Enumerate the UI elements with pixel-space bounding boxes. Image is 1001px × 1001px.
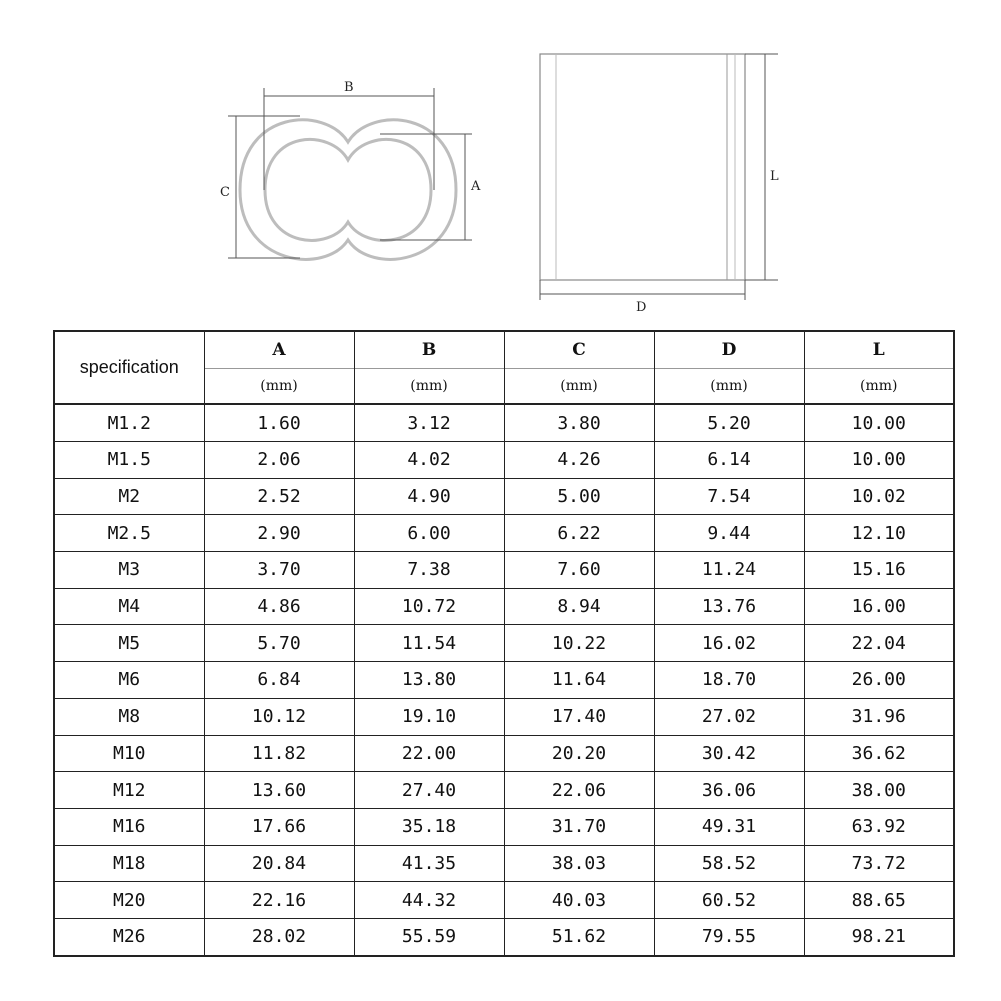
value-cell: 73.72 bbox=[804, 845, 954, 882]
value-cell: 36.62 bbox=[804, 735, 954, 772]
spec-cell: M2 bbox=[54, 478, 204, 515]
value-cell: 60.52 bbox=[654, 882, 804, 919]
column-unit-l: (mm) bbox=[804, 369, 954, 405]
value-cell: 58.52 bbox=[654, 845, 804, 882]
value-cell: 8.94 bbox=[504, 588, 654, 625]
value-cell: 35.18 bbox=[354, 808, 504, 845]
value-cell: 22.00 bbox=[354, 735, 504, 772]
value-cell: 40.03 bbox=[504, 882, 654, 919]
specification-header: specification bbox=[54, 331, 204, 404]
value-cell: 18.70 bbox=[654, 662, 804, 699]
spec-cell: M26 bbox=[54, 918, 204, 956]
value-cell: 38.00 bbox=[804, 772, 954, 809]
dim-label-b: B bbox=[344, 80, 354, 95]
value-cell: 9.44 bbox=[654, 515, 804, 552]
value-cell: 22.04 bbox=[804, 625, 954, 662]
dim-label-a: A bbox=[471, 179, 481, 194]
value-cell: 16.00 bbox=[804, 588, 954, 625]
value-cell: 44.32 bbox=[354, 882, 504, 919]
table-row bbox=[54, 625, 954, 662]
value-cell: 88.65 bbox=[804, 882, 954, 919]
value-cell: 13.80 bbox=[354, 662, 504, 699]
value-cell: 22.16 bbox=[204, 882, 354, 919]
table-row bbox=[54, 404, 954, 442]
dimension-diagrams bbox=[0, 0, 1001, 330]
spec-cell: M5 bbox=[54, 625, 204, 662]
value-cell: 2.52 bbox=[204, 478, 354, 515]
spec-cell: M16 bbox=[54, 808, 204, 845]
side-view-diagram bbox=[540, 54, 779, 315]
table-row bbox=[54, 552, 954, 589]
value-cell: 22.06 bbox=[504, 772, 654, 809]
table-header-row bbox=[54, 331, 954, 369]
column-header-c: C bbox=[504, 331, 654, 369]
sleeve-inner-outline bbox=[265, 139, 431, 240]
table-row bbox=[54, 515, 954, 552]
value-cell: 20.20 bbox=[504, 735, 654, 772]
spec-cell: M1.5 bbox=[54, 442, 204, 479]
front-view-diagram bbox=[220, 80, 481, 259]
value-cell: 36.06 bbox=[654, 772, 804, 809]
value-cell: 55.59 bbox=[354, 918, 504, 956]
column-header-l: L bbox=[804, 331, 954, 369]
spec-cell: M18 bbox=[54, 845, 204, 882]
table-row bbox=[54, 845, 954, 882]
value-cell: 17.66 bbox=[204, 808, 354, 845]
value-cell: 13.60 bbox=[204, 772, 354, 809]
value-cell: 63.92 bbox=[804, 808, 954, 845]
value-cell: 26.00 bbox=[804, 662, 954, 699]
table-row bbox=[54, 808, 954, 845]
column-unit-a: (mm) bbox=[204, 369, 354, 405]
value-cell: 3.12 bbox=[354, 404, 504, 442]
spec-cell: M2.5 bbox=[54, 515, 204, 552]
value-cell: 6.14 bbox=[654, 442, 804, 479]
value-cell: 11.82 bbox=[204, 735, 354, 772]
table-row bbox=[54, 698, 954, 735]
value-cell: 11.24 bbox=[654, 552, 804, 589]
value-cell: 6.22 bbox=[504, 515, 654, 552]
value-cell: 19.10 bbox=[354, 698, 504, 735]
spec-cell: M3 bbox=[54, 552, 204, 589]
column-unit-c: (mm) bbox=[504, 369, 654, 405]
value-cell: 10.00 bbox=[804, 404, 954, 442]
value-cell: 7.38 bbox=[354, 552, 504, 589]
value-cell: 20.84 bbox=[204, 845, 354, 882]
spec-cell: M10 bbox=[54, 735, 204, 772]
value-cell: 38.03 bbox=[504, 845, 654, 882]
table-row bbox=[54, 478, 954, 515]
value-cell: 7.54 bbox=[654, 478, 804, 515]
spec-cell: M8 bbox=[54, 698, 204, 735]
value-cell: 2.90 bbox=[204, 515, 354, 552]
column-unit-b: (mm) bbox=[354, 369, 504, 405]
value-cell: 27.02 bbox=[654, 698, 804, 735]
value-cell: 10.12 bbox=[204, 698, 354, 735]
spec-cell: M20 bbox=[54, 882, 204, 919]
value-cell: 11.64 bbox=[504, 662, 654, 699]
value-cell: 12.10 bbox=[804, 515, 954, 552]
value-cell: 5.70 bbox=[204, 625, 354, 662]
value-cell: 5.00 bbox=[504, 478, 654, 515]
table-body bbox=[54, 404, 954, 956]
value-cell: 17.40 bbox=[504, 698, 654, 735]
value-cell: 2.06 bbox=[204, 442, 354, 479]
value-cell: 10.22 bbox=[504, 625, 654, 662]
value-cell: 98.21 bbox=[804, 918, 954, 956]
dim-label-d: D bbox=[636, 300, 647, 315]
value-cell: 31.96 bbox=[804, 698, 954, 735]
value-cell: 4.90 bbox=[354, 478, 504, 515]
dim-label-c: C bbox=[220, 185, 230, 200]
value-cell: 51.62 bbox=[504, 918, 654, 956]
spec-cell: M6 bbox=[54, 662, 204, 699]
value-cell: 16.02 bbox=[654, 625, 804, 662]
value-cell: 13.76 bbox=[654, 588, 804, 625]
table-row bbox=[54, 735, 954, 772]
value-cell: 30.42 bbox=[654, 735, 804, 772]
value-cell: 41.35 bbox=[354, 845, 504, 882]
value-cell: 10.72 bbox=[354, 588, 504, 625]
specification-table bbox=[53, 330, 955, 957]
column-unit-d: (mm) bbox=[654, 369, 804, 405]
table-row bbox=[54, 662, 954, 699]
spec-cell: M4 bbox=[54, 588, 204, 625]
column-header-d: D bbox=[654, 331, 804, 369]
value-cell: 31.70 bbox=[504, 808, 654, 845]
dim-label-l: L bbox=[770, 169, 779, 184]
value-cell: 3.70 bbox=[204, 552, 354, 589]
value-cell: 4.86 bbox=[204, 588, 354, 625]
sleeve-outer-outline bbox=[240, 120, 456, 260]
value-cell: 11.54 bbox=[354, 625, 504, 662]
value-cell: 6.00 bbox=[354, 515, 504, 552]
value-cell: 10.00 bbox=[804, 442, 954, 479]
value-cell: 5.20 bbox=[654, 404, 804, 442]
table-row bbox=[54, 588, 954, 625]
value-cell: 3.80 bbox=[504, 404, 654, 442]
value-cell: 4.26 bbox=[504, 442, 654, 479]
value-cell: 27.40 bbox=[354, 772, 504, 809]
column-header-b: B bbox=[354, 331, 504, 369]
value-cell: 6.84 bbox=[204, 662, 354, 699]
value-cell: 15.16 bbox=[804, 552, 954, 589]
table-row bbox=[54, 882, 954, 919]
spec-cell: M12 bbox=[54, 772, 204, 809]
value-cell: 1.60 bbox=[204, 404, 354, 442]
value-cell: 49.31 bbox=[654, 808, 804, 845]
value-cell: 10.02 bbox=[804, 478, 954, 515]
table-row bbox=[54, 442, 954, 479]
value-cell: 7.60 bbox=[504, 552, 654, 589]
value-cell: 4.02 bbox=[354, 442, 504, 479]
sleeve-side-body bbox=[540, 54, 745, 280]
value-cell: 28.02 bbox=[204, 918, 354, 956]
table-row bbox=[54, 772, 954, 809]
table-row bbox=[54, 918, 954, 956]
value-cell: 79.55 bbox=[654, 918, 804, 956]
column-header-a: A bbox=[204, 331, 354, 369]
spec-cell: M1.2 bbox=[54, 404, 204, 442]
